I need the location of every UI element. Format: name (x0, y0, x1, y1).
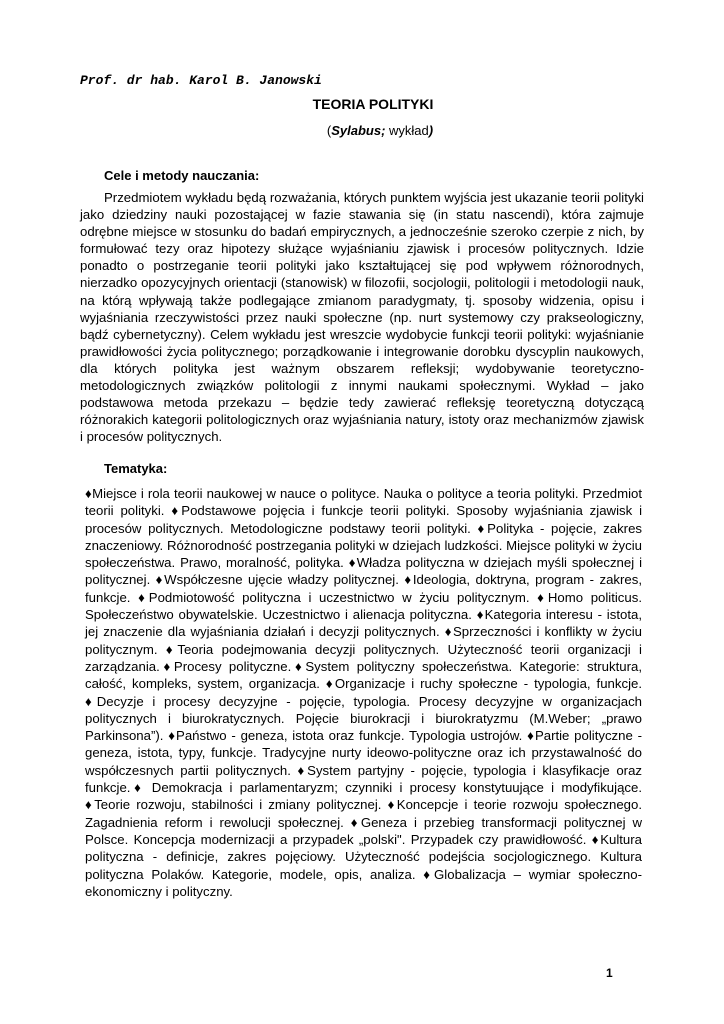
author-name: Prof. dr hab. Karol B. Janowski (80, 73, 322, 88)
subtitle-italic: Sylabus; (331, 123, 386, 138)
section-heading-goals: Cele i metody nauczania: (104, 168, 260, 183)
subtitle-open-paren: ( (326, 123, 332, 138)
section-text-topics: ♦Miejsce i rola teorii naukowej w nauce o polityce. Nauka o polityce a teoria polityki. Przedmiot teorii polityki. ♦Podstawowe pojęcia i funkcje teorii polityki. Sposoby wyjaśniania zjawisk i procesów politycznych. Metodologiczne podstawy teorii polityki. ♦Polityka - pojęcie, zakres znaczeniowy. Różnorodność postrzegania polityki w dziejach ludzkości. Miejsce polityki w życiu społeczeństwa. Prawo, moralność, polityka. ♦Władza polityczna w dziejach myśli społecznej i politycznej. ♦Współczesne ujęcie władzy politycznej. ♦Ideologia, doktryna, program - zakres, funkcje. ♦Podmiotowość polityczna i uczestnictwo w życiu politycznym. ♦Homo politicus. Społeczeństwo obywatelskie. Uczestnictwo i alienacja polityczna. ♦Kategoria interesu - istota, jej znaczenie dla wyjaśniania działań i decyzji politycznych. ♦Sprzeczności i konflikty w życiu politycznym. ♦Teoria podejmowania decyzji politycznych. Użyteczność teorii organizacji i zarządzania.♦Procesy polityczne.♦System polityczny społeczeństwa. Kategorie: struktura, całość, kompleks, system, organizacja. ♦Organizacje i ruchy społeczne - typologia, funkcje. ♦Decyzje i procesy decyzyjne - pojęcie, typologia. Procesy decyzyjne w organizacjach politycznych i biurokratycznych. Pojęcie biurokracji i biurokratyzmu (M.Weber; „prawo Parkinsona”). ♦Państwo - geneza, istota oraz funkcje. Typologia ustrojów. ♦Partie polityczne - geneza, istota, typy, funkcje. Tradycyjne nurty ideowo-polityczne oraz ich przystawalność do współczesnych partii politycznych. ♦System partyjny - pojęcie, typologia i klasyfikacje oraz funkcje.♦ Demokracja i parlamentaryzm; czynniki i procesy konstytuujące i modyfikujące. ♦Teorie rozwoju, stabilności i zmiany politycznej. ♦Koncepcje i teorie rozwoju społecznego. Zagadnienia reform i rewolucji społecznej. ♦Geneza i przebieg transformacji politycznej w Polsce. Koncepcja modernizacji a przypadek „polski". Przypadek czy prawidłowość. ♦Kultura polityczna - definicje, zakres pojęciowy. Użyteczność podejścia socjologicznego. Kultura polityczna Polaków. Kategorie, modele, opis, analiza. ♦Globalizacja – wymiar społeczno-ekonomiczny i polityczny. (85, 486, 642, 899)
document-title: TEORIA POLITYKI (312, 96, 434, 112)
section-heading-topics: Tematyka: (104, 461, 168, 476)
subtitle-normal: wykład (385, 123, 429, 138)
subtitle-close-paren: ) (428, 123, 434, 138)
section-text-goals: Przedmiotem wykładu będą rozważania, których punktem wyjścia jest ukazanie teorii polityki jako dziedziny nauki pozostającej w fazie stawania się (in statu nascendi), która zajmuje odrębne miejsce w stosunku do badań empirycznych, a jednocześnie szeroko czerpie z nich, by formułować tezy oraz hipotezy służące wyjaśnianiu zjawisk i procesów politycznych. Idzie ponadto o postrzeganie teorii polityki jako kształtującej się pod wpływem różnorodnych, nierzadko opozycyjnych orientacji (stanowisk) w filozofii, socjologii, politologii i metodologii nauk, na którą wpływają także podlegające zmianom paradygmaty, tj. sposoby widzenia, opisu i wyjaśniania rzeczywistości przez nauki społeczne (np. nurt systemowy czy prakseologiczny, bądź cybernetyczny). Celem wykładu jest wreszcie wydobycie funkcji teorii polityki: wyjaśnianie prawidłowości życia politycznego; porządkowanie i integrowanie dorobku dyscyplin naukowych, dla których polityka jest ważnym obszarem refleksji; wydobywanie teoretyczno-metodologicznych związków politologii z innymi naukami społecznymi. Wykład – jako podstawowa metoda przekazu – będzie tedy zawierać refleksję teoretyczną dotyczącą różnorakich kategorii politologicznych oraz wyjaśniania natury, istoty oraz mechanizmów zjawisk i procesów politycznych. (80, 190, 644, 445)
page-number: 1 (606, 966, 613, 980)
document-subtitle (0, 123, 724, 138)
